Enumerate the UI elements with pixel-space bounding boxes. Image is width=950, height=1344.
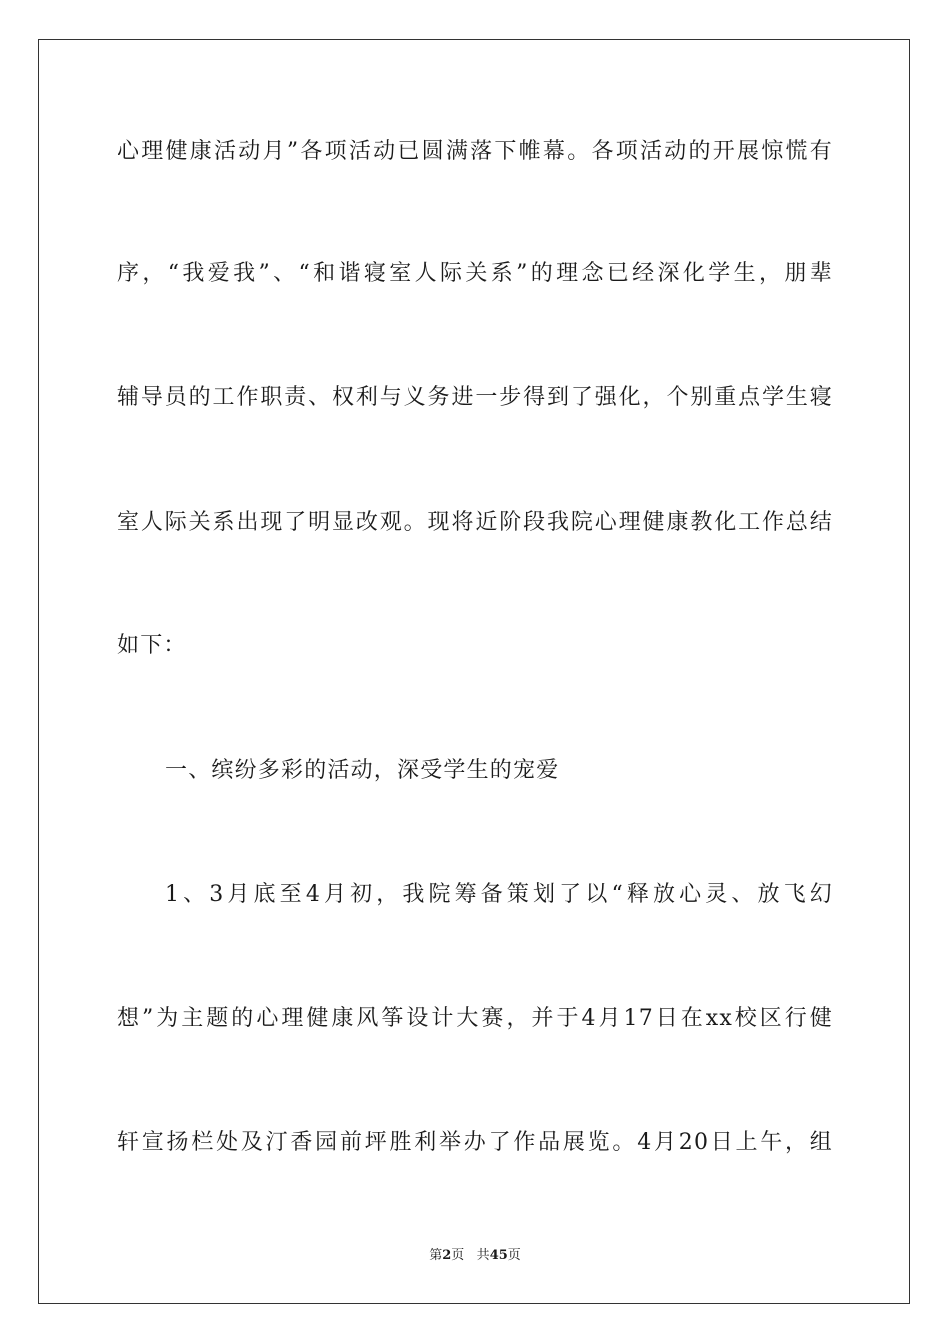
paragraph-line: 室人际关系出现了明显改观。现将近阶段我院心理健康教化工作总结 <box>117 510 833 535</box>
paragraph-line: 如下： <box>117 633 187 658</box>
page-frame <box>38 39 910 1304</box>
page-suffix: 页 <box>451 1248 465 1263</box>
total-pages: 45 <box>489 1248 508 1263</box>
paragraph-line: 想”为主题的心理健康风筝设计大赛，并于4月17日在xx校区行健 <box>117 1006 833 1031</box>
total-prefix: 共 <box>476 1248 490 1263</box>
page-prefix: 第 <box>429 1248 443 1263</box>
paragraph-line: 序，“我爱我”、“和谐寝室人际关系”的理念已经深化学生，朋辈 <box>117 261 833 286</box>
paragraph-line: 轩宣扬栏处及汀香园前坪胜利举办了作品展览。4月20日上午，组 <box>117 1130 833 1155</box>
total-suffix: 页 <box>507 1248 521 1263</box>
page-footer <box>0 1247 950 1265</box>
paragraph-line: 1、3月底至4月初，我院筹备策划了以“释放心灵、放飞幻 <box>165 882 833 907</box>
section-heading: 一、缤纷多彩的活动，深受学生的宠爱 <box>165 758 560 783</box>
paragraph-line: 心理健康活动月”各项活动已圆满落下帷幕。各项活动的开展惊慌有 <box>117 139 833 164</box>
page-number: 2 <box>442 1248 452 1263</box>
paragraph-line: 辅导员的工作职责、权利与义务进一步得到了强化，个别重点学生寝 <box>117 385 833 410</box>
